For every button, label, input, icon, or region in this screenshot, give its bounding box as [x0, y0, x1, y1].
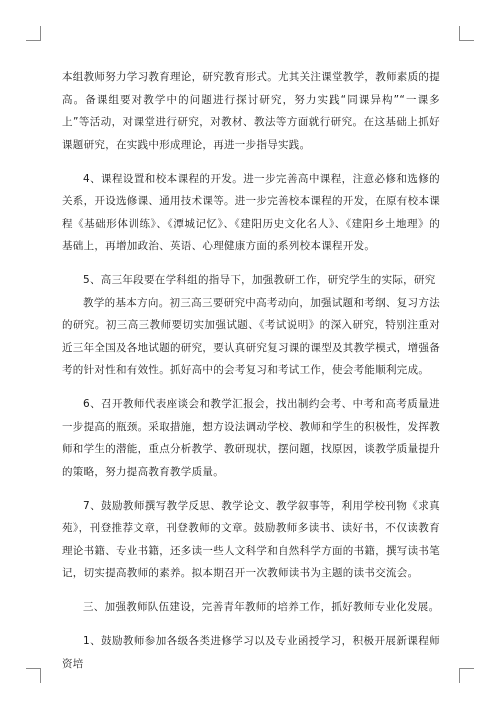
paragraph-teacher-writing: 7、鼓励教师撰写教学反思、教学论文、教学叙事等，利用学校刊物《求真苑》，刊登推荐文章，刊登教师的文章。鼓励教师多读书、读好书，不仅读教育理论书籍、专业书籍，还多读一些人文科学和自然科学方面的书籍，撰写读书笔记，切实提高教师的素养。拟本期召开一次教师读书为主题的读书交流会。 — [62, 499, 440, 579]
paragraph-teaching-research: 本组教师努力学习教育理论，研究教育形式。尤其关注课堂教学，教师素质的提高。备课组要对教学中的问题进行探讨研究，努力实践“同课异构”“一课多上”等活动，对课堂进行研究，对教材、教法等方面就行研究。在这基础上抓好课题研究，在实践中形成理论，再进一步指导实践。 — [62, 71, 440, 151]
paragraph-teacher-forum: 6、召开教师代表座谈会和教学汇报会，找出制约会考、中考和高考质量进一步提高的瓶颈。采取措施，想方设法调动学校、教师和学生的积极性，发挥教师和学生的潜能，重点分析教学、教研现状，摆问题，找原因，谈教学质量提升的策略，努力提高教育教学质量。 — [62, 398, 440, 478]
crop-mark-bottom-left — [26, 668, 41, 683]
section-heading-teacher-team: 三、加强教师队伍建设，完善青年教师的培养工作，抓好教师专业化发展。 — [83, 601, 440, 613]
paragraph-senior-grade-guidance-continued: 教学的基本方向。初三高三要研究中高考动向，加强试题和考纲、复习方法的研究。初三高三教师要切实加强试题、《考试说明》的深入研究，特别注重对近三年全国及各地试题的研究，要认真研究复习课的课型及其教学模式，增强备考的针对性和有效性。抓好高中的会考复习和考试工作，使会考能顺利完成。 — [62, 296, 440, 376]
crop-mark-top-left — [26, 26, 41, 41]
crop-mark-top-right — [459, 26, 474, 41]
paragraph-teacher-training: 1、鼓励教师参加各级各类进修学习以及专业函授学习，积极开展新课程师资培 — [62, 635, 440, 670]
crop-mark-bottom-right — [459, 668, 474, 683]
document-body — [62, 66, 440, 687]
paragraph-curriculum-development: 4、课程设置和校本课程的开发。进一步完善高中课程，注意必修和选修的关系，开设选修课、通用技术课等。进一步完善校本课程的开发，在原有校本课程《基础形体训练》、《潭城记忆》、《建阳历史文化名人》、《建阳乡土地理》的基础上，再增加政治、英语、心理健康方面的系列校本课程开发。 — [62, 172, 440, 252]
paragraph-senior-grade-guidance: 5、高三年段要在学科组的指导下，加强教研工作，研究学生的实际，研究 — [83, 274, 436, 286]
